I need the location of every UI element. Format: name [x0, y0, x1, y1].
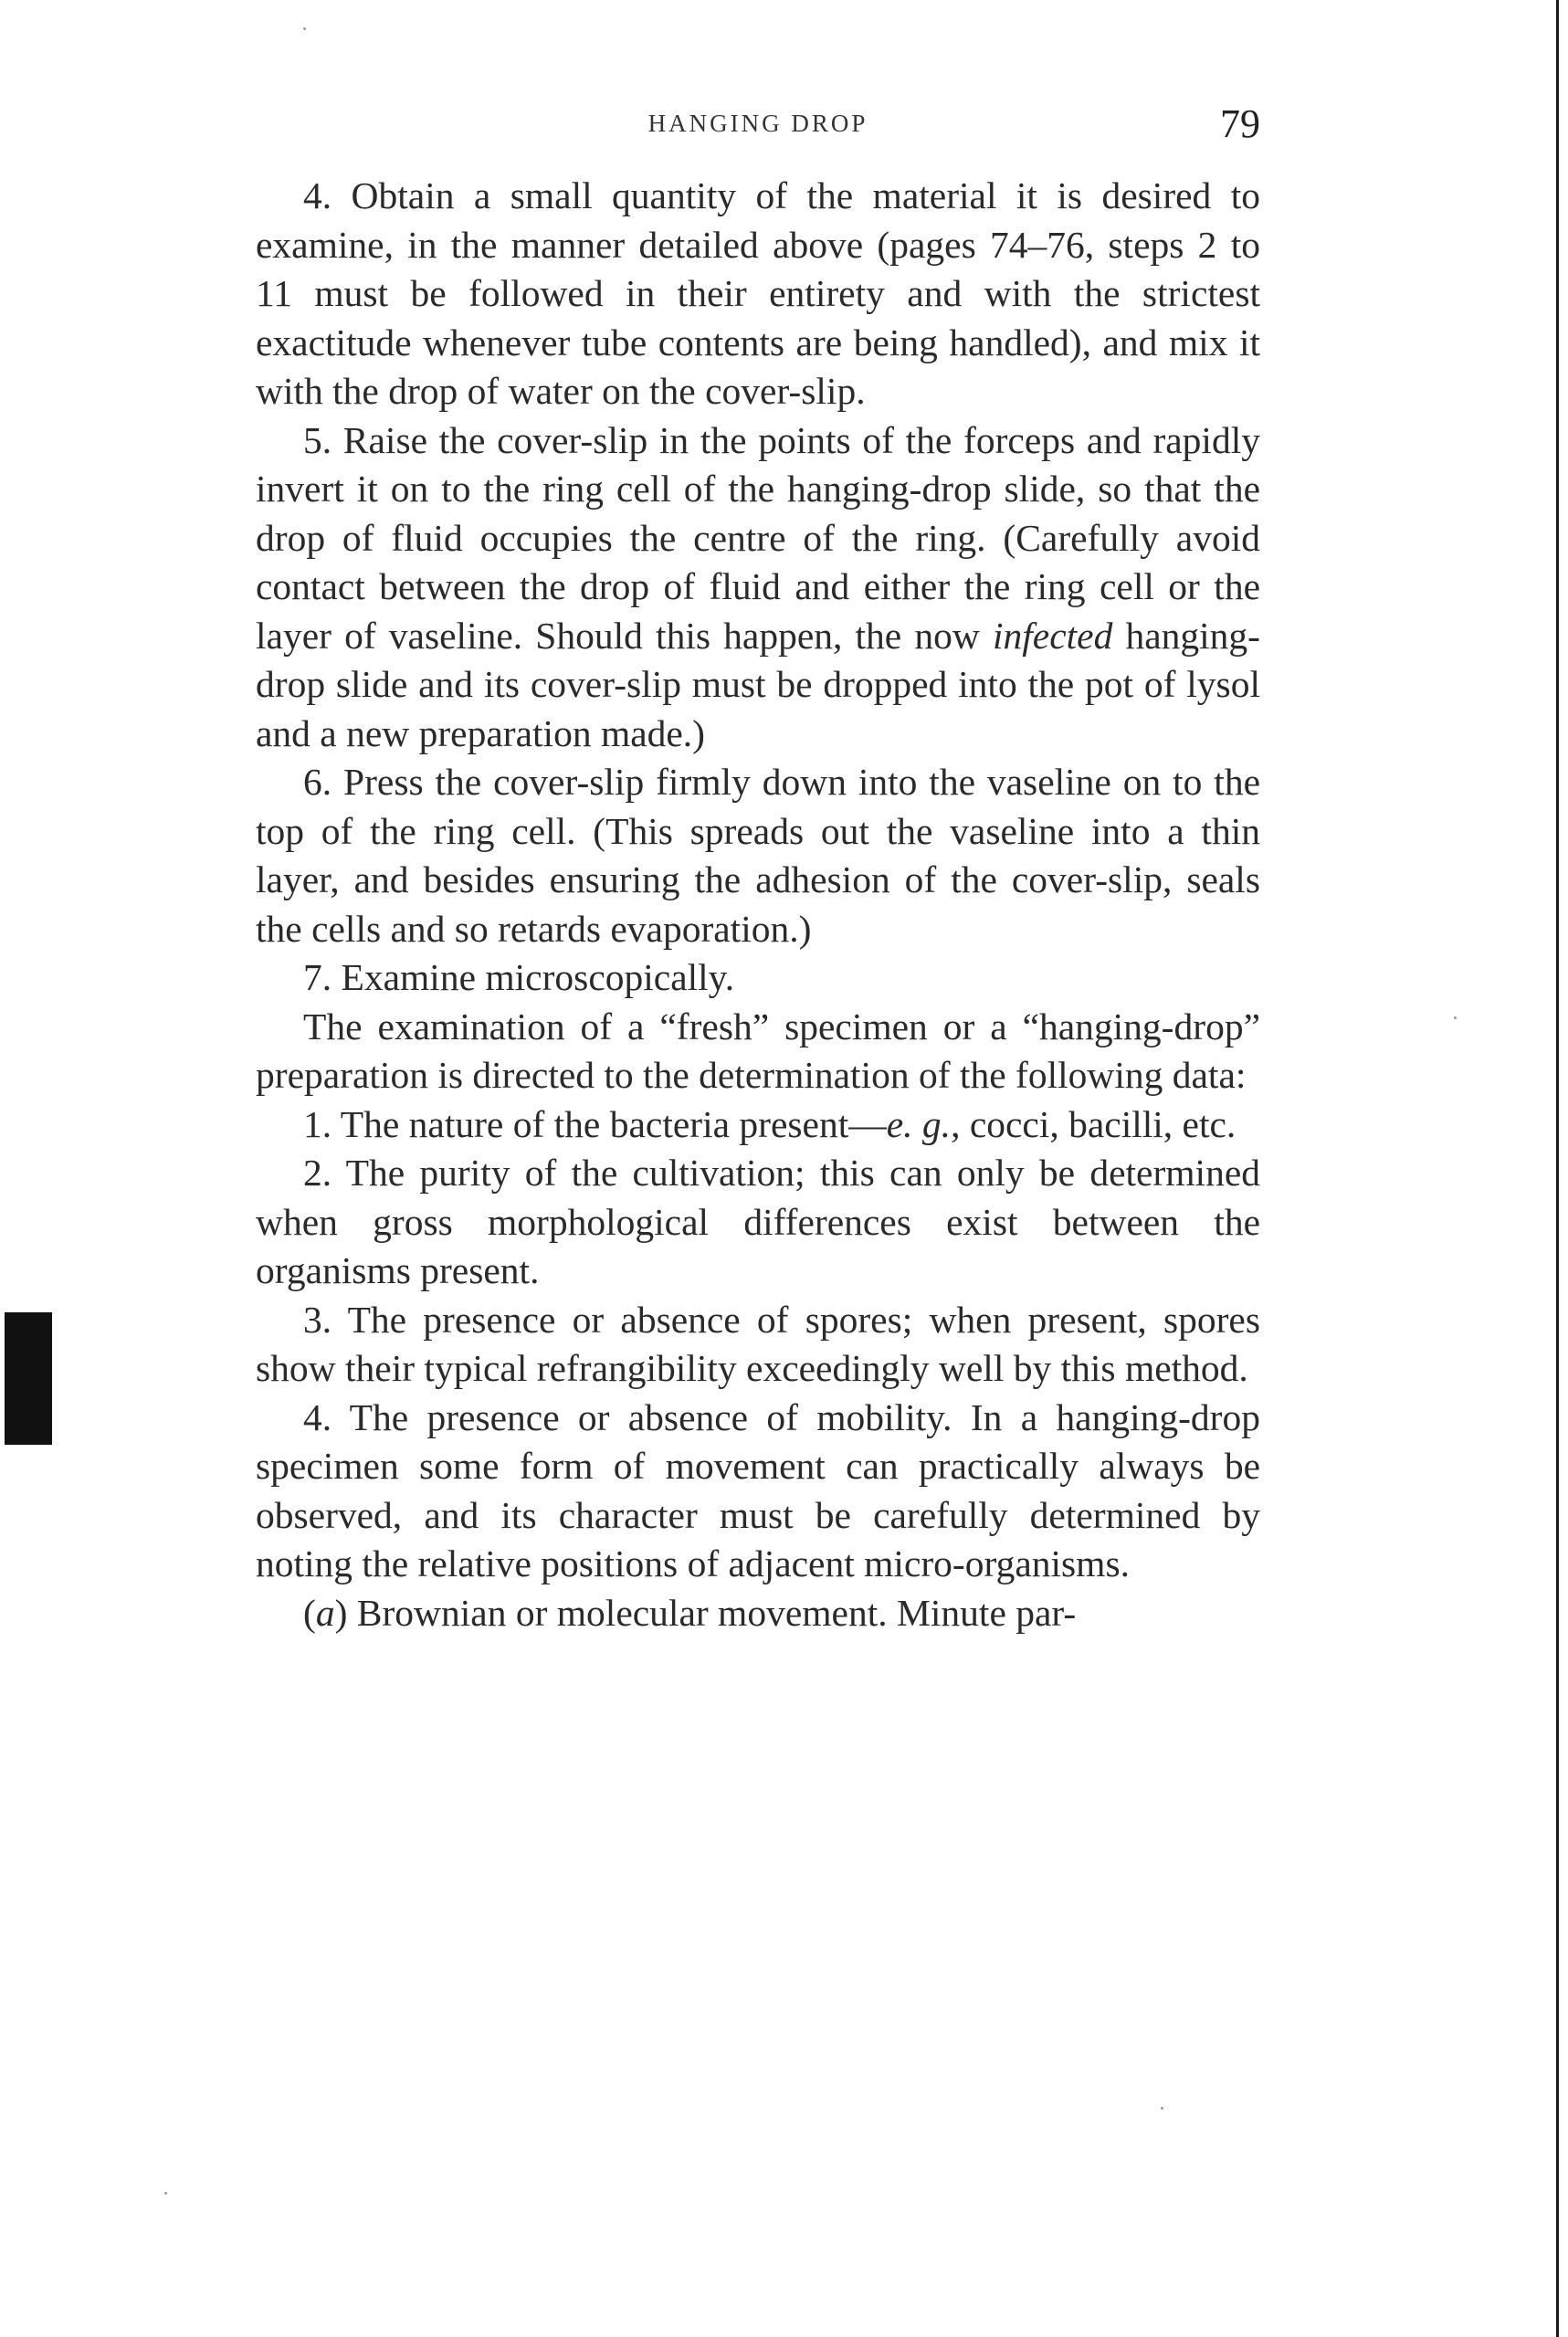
- page-body: [256, 172, 1260, 1637]
- step-5-italic-term: infected: [992, 614, 1113, 657]
- data-item-3-paragraph: 3. The presence or absence of spores; when present, spores show their typical refrangibility exceedingly well by this method.: [256, 1298, 1260, 1389]
- data-item-1-italic: e. g.: [886, 1102, 952, 1145]
- step-5-text-start: 5. Raise the cover-slip in the points of the forceps and rapidly invert it on to the ring cell of the hanging-drop slide, so that the drop of fluid occupies the centre of the ring. (Carefully avoid contact between the drop of fluid and either the ring cell or the layer of vaseline. Should this happen, the now: [256, 418, 1260, 657]
- subitem-a-open-paren: (: [303, 1591, 316, 1634]
- data-item-1-paragraph: [256, 1100, 1260, 1150]
- step-4-paragraph: 4. Obtain a small quantity of the material it is desired to examine, in the manner detailed above (pages 74–76, steps 2 to 11 must be followed in their entirety and with the strictest exactitude whenever tube contents are being handled), and mix it with the drop of water on the cover-slip.: [256, 174, 1260, 412]
- page-edge-shadow: [1556, 0, 1559, 2337]
- data-item-4-paragraph: 4. The presence or absence of mobility. In a hanging-drop specimen some form of movement can practically always be observed, and its character must be carefully determined by noting the relative positions of adjacent micro-organisms.: [256, 1395, 1260, 1584]
- data-item-2-paragraph: 2. The purity of the cultivation; this can only be determined when gross morphological differences exist between the organisms present.: [256, 1152, 1260, 1291]
- running-head: HANGING DROP: [647, 110, 868, 137]
- subitem-a-paragraph: [256, 1589, 1260, 1638]
- data-item-1-text-end: , cocci, bacilli, etc.: [951, 1102, 1237, 1145]
- page-number: 79: [1220, 101, 1260, 146]
- scan-speck: [303, 27, 306, 30]
- scan-edge-mark: [5, 1312, 52, 1445]
- step-7-paragraph: 7. Examine microscopically.: [303, 956, 735, 998]
- page-header: [256, 100, 1260, 155]
- data-item-1-text-start: 1. The nature of the bacteria present—: [303, 1102, 887, 1145]
- scan-speck: [1454, 1016, 1457, 1019]
- step-6-paragraph: 6. Press the cover-slip firmly down into the vaseline on to the top of the ring cell. (This spreads out the vaseline into a thin layer, and besides ensuring the adhesion of the cover-slip, seals the cells and so retards evaporation.): [256, 761, 1260, 950]
- scan-speck: [164, 2192, 167, 2195]
- subitem-a-letter: a: [315, 1591, 335, 1634]
- step-5-paragraph: [256, 416, 1260, 759]
- examination-intro-paragraph: The examination of a “fresh” specimen or a “hanging-drop” preparation is directed to the determination of the following data:: [256, 1005, 1260, 1096]
- subitem-a-text: ) Brownian or molecular movement. Minute par-: [334, 1591, 1077, 1634]
- scan-speck: [1161, 2107, 1163, 2110]
- step-5-text-end: hanging-drop slide and its cover-slip must be dropped into the pot of lysol and a new preparation made.): [256, 614, 1260, 754]
